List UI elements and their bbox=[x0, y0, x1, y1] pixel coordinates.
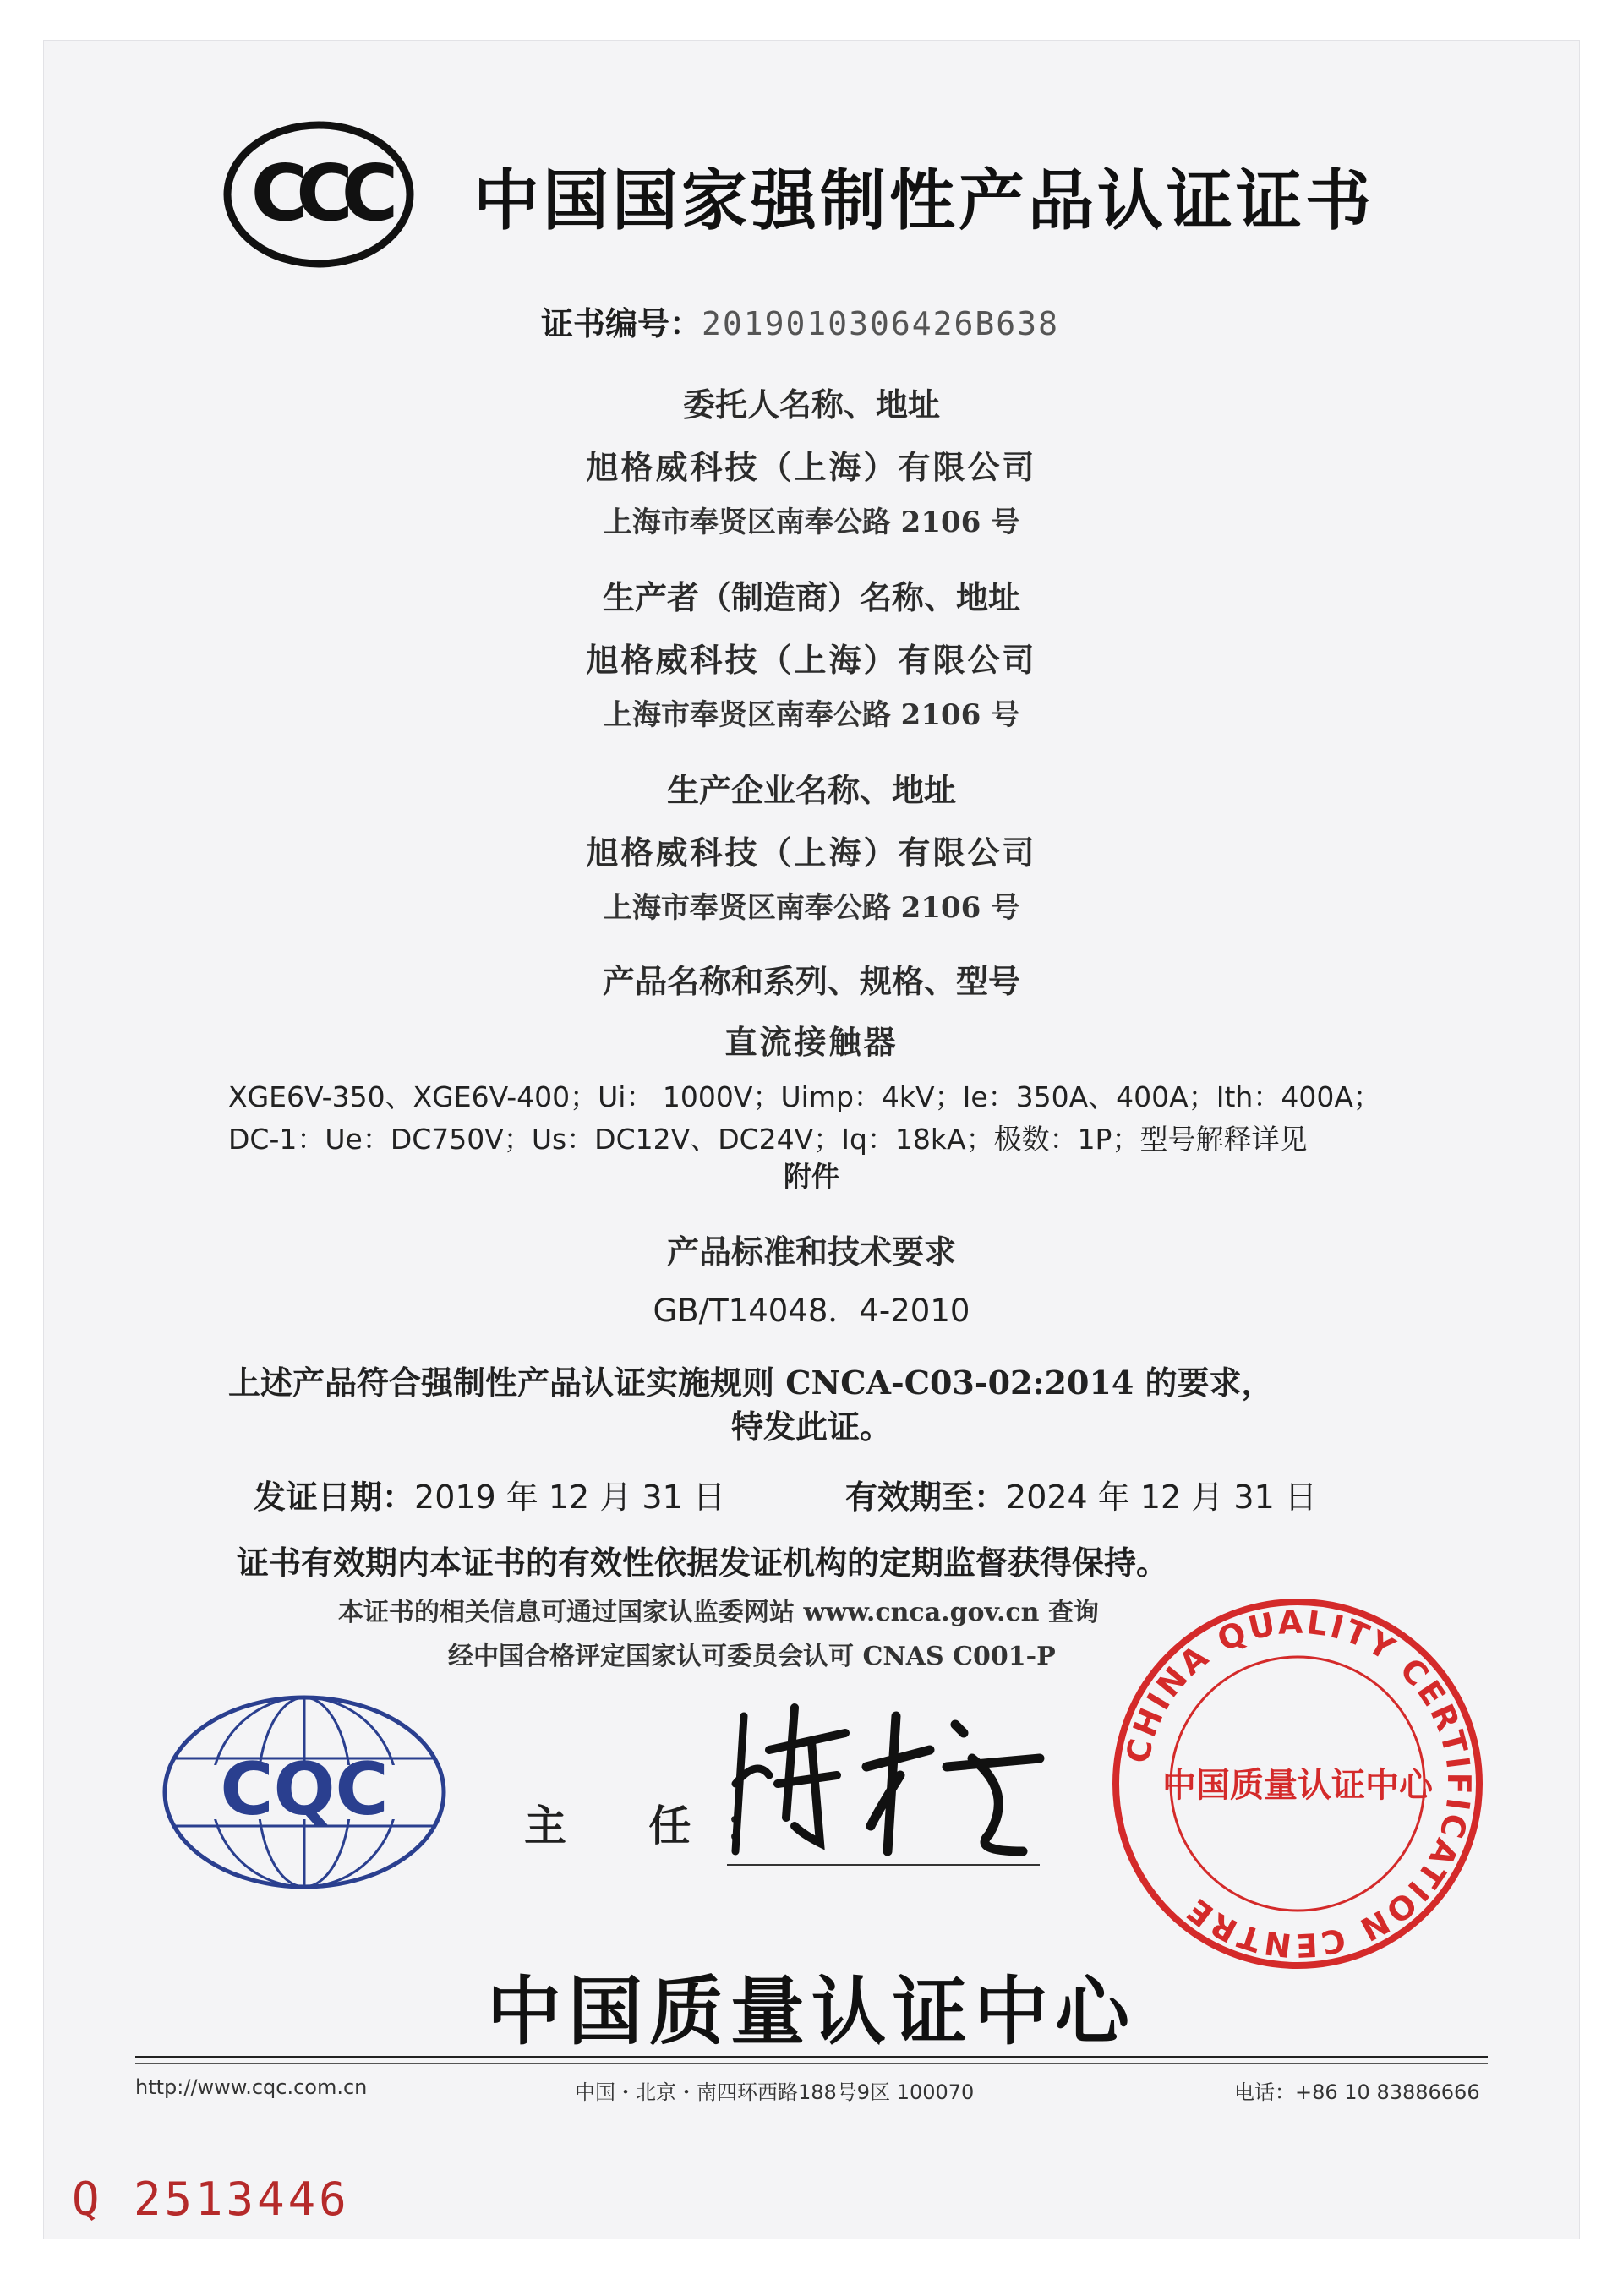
standard-label: 产品标准和技术要求 bbox=[666, 1233, 956, 1271]
factory-name: 旭格威科技（上海）有限公司 bbox=[586, 834, 1037, 872]
footer-phone: 电话：+86 10 83886666 bbox=[1234, 2080, 1480, 2104]
svg-text:中国质量认证中心: 中国质量认证中心 bbox=[1162, 1766, 1433, 1805]
compliance-statement-line-1: 上述产品符合强制性产品认证实施规则 CNCA-C03-02:2014 的要求， bbox=[228, 1364, 1274, 1402]
svg-text:CCC: CCC bbox=[250, 148, 387, 238]
issue-date-value: 2019 年 12 月 31 日 bbox=[414, 1479, 725, 1516]
expiry-date-label: 有效期至： bbox=[845, 1478, 1007, 1516]
director-label: 主 任： bbox=[524, 1801, 801, 1850]
signature-line bbox=[727, 1864, 1040, 1866]
certification-seal-stamp bbox=[1107, 1594, 1488, 1974]
cqc-globe-logo-icon bbox=[156, 1691, 452, 1894]
expiry-date-value: 2024 年 12 月 31 日 bbox=[1006, 1479, 1317, 1516]
validity-note: 证书有效期内本证书的有效性依据发证机构的定期监督获得保持。 bbox=[237, 1544, 1169, 1582]
svg-text:CHINA QUALITY CERTIFICATION CE: CHINA QUALITY CERTIFICATION CENTRE bbox=[1118, 1603, 1478, 1965]
issue-date-label: 发证日期： bbox=[254, 1478, 415, 1516]
manufacturer-label: 生产者（制造商）名称、地址 bbox=[602, 578, 1020, 616]
serial-number: Q 2513446 bbox=[72, 2173, 350, 2226]
product-name: 直流接触器 bbox=[724, 1023, 899, 1061]
certificate-number-label: 证书编号： bbox=[541, 304, 702, 342]
footer-address: 中国・北京・南四环西路188号9区 100070 bbox=[575, 2080, 975, 2104]
footer-rule bbox=[135, 2056, 1488, 2058]
factory-address: 上海市奉贤区南奉公路 2106 号 bbox=[603, 891, 1020, 925]
handwritten-signature bbox=[719, 1682, 1074, 1877]
product-spec-line-3: 附件 bbox=[784, 1160, 839, 1193]
certificate-number bbox=[541, 298, 1059, 344]
factory-label: 生产企业名称、地址 bbox=[666, 771, 956, 809]
footer-website: http://www.cqc.com.cn bbox=[135, 2075, 368, 2099]
compliance-statement-line-2: 特发此证。 bbox=[730, 1408, 892, 1446]
manufacturer-address: 上海市奉贤区南奉公路 2106 号 bbox=[603, 698, 1020, 732]
info-note-line-1: 本证书的相关信息可通过国家认监委网站 www.cnca.gov.cn 查询 bbox=[338, 1598, 1099, 1627]
svg-text:CQC: CQC bbox=[220, 1747, 389, 1832]
manufacturer-name: 旭格威科技（上海）有限公司 bbox=[586, 641, 1037, 679]
product-spec-line-2: DC-1：Ue：DC750V；Us：DC12V、DC24V；Iq：18kA；极数：1P；型号解释详见 bbox=[228, 1123, 1308, 1156]
client-address: 上海市奉贤区南奉公路 2106 号 bbox=[603, 506, 1020, 539]
footer-rule-thin bbox=[135, 2063, 1488, 2064]
certificate-title: 中国国家强制性产品认证证书 bbox=[473, 163, 1375, 239]
issue-date bbox=[254, 1471, 725, 1517]
info-note-line-2: 经中国合格评定国家认可委员会认可 CNAS C001-P bbox=[448, 1642, 1056, 1671]
client-label: 委托人名称、地址 bbox=[682, 385, 940, 424]
certificate-number-value: 2019010306426B638 bbox=[702, 305, 1059, 342]
expiry-date bbox=[845, 1471, 1317, 1517]
product-label: 产品名称和系列、规格、型号 bbox=[602, 962, 1020, 1000]
ccc-logo-icon bbox=[221, 118, 416, 271]
product-spec-line-1: XGE6V-350、XGE6V-400；Ui： 1000V；Uimp：4kV；Ie：350A、400A；Ith：400A； bbox=[228, 1080, 1381, 1113]
client-name: 旭格威科技（上海）有限公司 bbox=[586, 448, 1037, 486]
issuing-organization: 中国质量认证中心 bbox=[486, 1968, 1136, 2055]
standard-value: GB/T14048．4-2010 bbox=[653, 1293, 970, 1329]
